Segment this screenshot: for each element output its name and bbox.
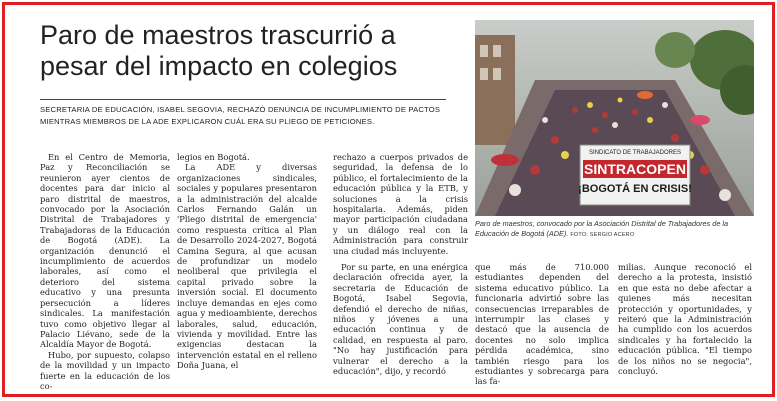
paragraph: milias. Aunque reconoció el derecho a la protesta, insistió en que esta no debe afectar a quienes más necesitan protección y oportunidades, y reiteró que la Administración ha cumplido con los acuerdos sindicales y ha fortalecido la educación pública. "El tiempo de los niños no se negocia", concluyó. — [618, 262, 752, 377]
paragraph: que más de 710.000 estudiantes dependen del sistema educativo público. La funcionaria advirtió sobre las consecuencias irreparables de interrumpir las clases y destacó que la ausencia de docentes no solo implica pérdida académica, sino también riesgo para los estudiantes y sobrecarga para las fa- — [475, 262, 609, 387]
protest-photo — [475, 20, 754, 216]
article-column-3-top — [333, 152, 468, 256]
banner-line-3: ¡BOGOTÁ EN CRISIS! — [578, 183, 692, 195]
caption-text: Paro de maestros, convocado por la Asociación Distrital de Trabajadores de la Educación de Bogotá (ADE). — [475, 219, 729, 238]
article-headline: Paro de maestros trascurrió a pesar del impacto en colegios — [40, 20, 398, 81]
article-column-4 — [475, 262, 609, 387]
paragraph: rechazo a cuerpos privados de seguridad, la defensa de lo público, el fortalecimiento de la educación pública y la ETB, y soluciones a la crisis hospitalaria. Además, piden mayor participación ciudadana y un diálogo real con la Administración para construir una ciudad más incluyente. — [333, 152, 468, 256]
article-column-2 — [177, 152, 317, 371]
photo-caption — [475, 219, 757, 240]
paragraph: Hubo, por supuesto, colapso de la movilidad y un impacto fuerte en la educación de los co- — [40, 349, 170, 391]
paragraph: Por su parte, en una enérgica declaración ofrecida ayer, la secretaria de Educación de Bogotá, Isabel Segovia, defendió el derecho de niñas, niños y jóvenes a una educación continua y de calidad, en respuesta al paro. "No hay justificación para vulnerar el derecho a la educación", dijo, y recordó — [333, 262, 468, 377]
protest-illustration — [475, 20, 754, 216]
paragraph: legios en Bogotá. — [177, 152, 250, 162]
paragraph: La ADE y diversas organizaciones sindicales, sociales y populares presentaron a la administración del alcalde Carlos Fernando Galán un 'Pliego distrital de emergencia' como respuesta crítica al Plan de Desarrollo 2024-2027, Bogotá Camina Segura, al que acusan de profundizar un modelo neoliberal que privilegia el capital privado sobre la inversión social. El documento incluye demandas en ejes como agua y medioambiente, derechos laborales, salud, educación, vivienda y movilidad. Entre las exigencias destacan la intervención estatal en el relleno Doña Juana, el — [177, 162, 317, 371]
article-column-1 — [40, 152, 170, 391]
headline-divider — [40, 99, 446, 100]
paragraph: En el Centro de Memoria, Paz y Reconciliación se reunieron ayer cientos de docentes para dar inicio al paro distrital de maestros, convocado por la Asociación Distrital de Trabajadores y Trabajadoras de la Educación de Bogotá (ADE). La organización denunció el incumplimiento de acuerdos laborales, así como el deterioro del sistema educativo y una presunta persecución a líderes sindicales. La manifestación tuvo como objetivo llegar al Palacio Liévano, sede de la Alcaldía Mayor de Bogotá. — [40, 152, 170, 350]
article-column-5 — [618, 262, 752, 376]
photo-credit: FOTO: SERGIO ACERO — [570, 232, 635, 238]
article-column-3-bottom — [333, 262, 468, 376]
banner-line-1: SINDICATO DE TRABAJADORES — [588, 150, 682, 156]
banner-line-2: SINTRACOPEN — [584, 161, 686, 177]
article-deck: SECRETARIA DE EDUCACIÓN, ISABEL SEGOVIA, RECHAZÓ DENUNCIA DE INCUMPLIMIENTO DE PACTOS MIENTRAS MIEMBROS DE LA ADE EXPLICARON CUÁL ERA SU PLIEGO DE PETICIONES. — [40, 105, 441, 126]
